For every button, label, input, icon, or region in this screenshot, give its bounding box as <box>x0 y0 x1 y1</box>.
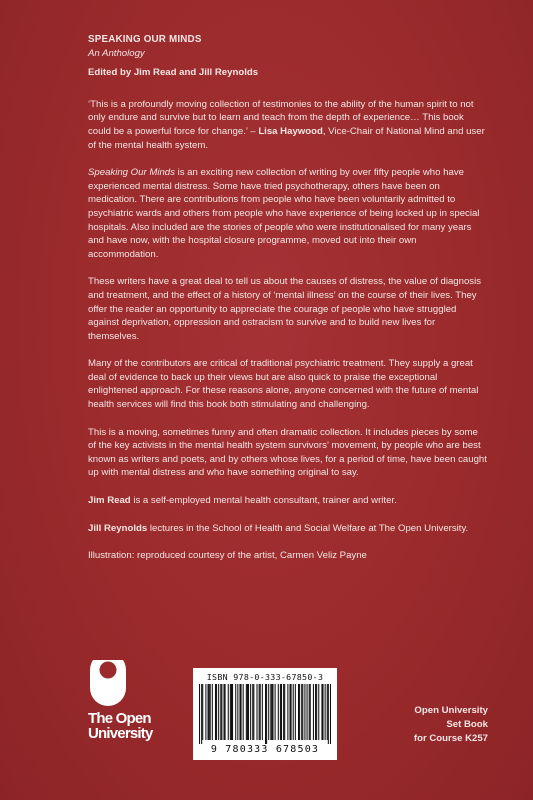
barcode-bar <box>281 684 282 740</box>
description-paragraph-3: Many of the contributors are critical of traditional psychiatric treatment. They supply a great deal of evidence to back up their views but are also quick to praise the exceptional enlightened approach. For these reasons alone, anyone concerned with the future of mental health services will find this book both stimulating and challenging. <box>88 358 479 411</box>
barcode-bar <box>216 684 217 740</box>
illustration-credit: Illustration: reproduced courtesy of the artist, Carmen Veliz Payne <box>88 550 367 562</box>
barcode-bar <box>275 684 276 740</box>
barcode-bar <box>284 684 285 740</box>
publisher-name-line1: The Open <box>88 710 151 727</box>
bio-jim-read <box>88 494 488 508</box>
barcode-bar <box>321 684 322 740</box>
open-university-shield-icon <box>88 660 128 708</box>
barcode-bar <box>248 684 249 740</box>
barcode-bar <box>298 684 299 740</box>
barcode-bar <box>237 684 238 740</box>
quote-author-role: , Vice-Chair of National Mind and user of the mental health system. <box>88 125 485 151</box>
barcode-bar <box>266 684 267 744</box>
barcode-bar <box>268 684 269 740</box>
barcode-bar <box>259 684 260 740</box>
barcode-bar <box>330 684 331 744</box>
barcode-bar <box>289 684 290 740</box>
set-book-note <box>414 704 488 746</box>
bio-jill-name: Jill Reynolds <box>88 522 148 534</box>
publisher-name-line2: University <box>88 725 153 742</box>
barcode-bar <box>209 684 210 740</box>
barcode-bar <box>283 684 284 740</box>
barcode-bar <box>231 684 232 740</box>
barcode-bar <box>291 684 292 740</box>
barcode-bar <box>322 684 323 740</box>
barcode-bar <box>220 684 221 740</box>
description-paragraph-4: This is a moving, sometimes funny and often dramatic collection. It includes pieces by some of the key activists in the mental health system survivors’ movement, by people who are best known as writers and poets, and by others whose lives, for a period of time, have been caught up with mental distress and who have something original to say. <box>88 426 487 479</box>
barcode-bar <box>228 684 229 740</box>
barcode-bar <box>199 684 200 744</box>
barcode-bar <box>318 684 319 740</box>
description-paragraph-2: These writers have a great deal to tell us about the causes of distress, the value of diagnosis and treatment, and the effect of a history of ‘mental illness’ on the course of their lives. They offer the reader an opportunity to appreciate the courage of people who have struggled against deprivation, oppression and ostracism to survive and to build new lives for themselves. <box>88 276 482 342</box>
isbn-label: ISBN 978-0-333-67850-3 <box>206 672 324 682</box>
barcode-bar <box>239 684 240 740</box>
book-title: SPEAKING OUR MINDS <box>88 34 202 45</box>
barcode-bar <box>241 684 242 740</box>
barcode-bar <box>265 684 266 744</box>
bio-jill-reynolds <box>88 522 488 536</box>
barcode-bar <box>208 684 209 740</box>
barcode-bar <box>223 684 224 740</box>
barcode-bar <box>230 684 231 740</box>
barcode-bar <box>221 684 222 740</box>
quote-text: ‘This is a profoundly moving collection of testimonies to the ability of the human spirit to not only endure and survive but to learn and teach from the depth of experience… This book could be a powerful force for change.’ – <box>88 98 474 137</box>
barcode-bar <box>250 684 251 740</box>
barcode-bar <box>253 684 254 740</box>
set-book-line1: Open University <box>414 705 488 716</box>
barcode-bar <box>327 684 328 740</box>
open-university-logo <box>88 660 168 746</box>
barcode-bar <box>247 684 248 740</box>
barcode-bar <box>201 684 202 744</box>
barcode-bar <box>218 684 219 740</box>
barcode-bar <box>243 684 244 740</box>
barcode-bar <box>325 684 326 740</box>
barcode-bar <box>315 684 316 740</box>
barcode-bar <box>295 684 296 740</box>
barcode-bar <box>287 684 288 740</box>
barcode-bar <box>316 684 317 740</box>
barcode-bar <box>310 684 311 740</box>
barcode-bar <box>256 684 257 740</box>
barcode-bars <box>199 684 331 744</box>
review-quote <box>88 98 488 152</box>
barcode-bar <box>210 684 211 740</box>
barcode-bar <box>307 684 308 740</box>
barcode-bar <box>270 684 271 740</box>
description-text-1: is an exciting new collection of writing by over fifty people who have experienced mental distress. Some have tried psychotherapy, others have been on medication. There are contributions from people who have been voluntarily admitted to psychiatric wards and others from people who have experience of being locked up in special hospitals. Also included are the stories of people who were institutionalised for many years and have now, with the hospital closure programme, moved out into their own accommodation. <box>88 167 480 260</box>
bio-jim-text: is a self-employed mental health consultant, trainer and writer. <box>130 495 397 507</box>
barcode-bar <box>215 684 216 740</box>
barcode-bar <box>246 684 247 740</box>
barcode-bar <box>202 684 203 740</box>
book-subtitle: An Anthology <box>88 47 145 59</box>
set-book-line2: Set Book <box>446 719 488 730</box>
bio-jill-text: lectures in the School of Health and Social Welfare at The Open University. <box>147 522 469 534</box>
barcode-bar <box>260 684 261 740</box>
barcode-bar <box>232 684 233 740</box>
barcode-bar <box>301 684 302 740</box>
barcode-bar <box>299 684 300 740</box>
publisher-name <box>88 711 153 741</box>
description-book-title: Speaking Our Minds <box>88 167 175 179</box>
barcode-bar <box>235 684 236 740</box>
barcode-bar <box>262 684 263 740</box>
barcode-bar <box>280 684 281 740</box>
barcode-bar <box>304 684 305 740</box>
quote-author: Lisa Haywood <box>258 125 323 137</box>
barcode-bar <box>212 684 213 740</box>
book-editors: Edited by Jim Read and Jill Reynolds <box>88 67 259 79</box>
barcode-digits: 9 780333 678503 <box>210 744 320 755</box>
cover-text <box>88 33 488 577</box>
barcode-bar <box>328 684 329 744</box>
barcode-bar <box>225 684 226 740</box>
isbn-barcode <box>193 668 337 760</box>
barcode-bar <box>313 684 314 740</box>
barcode-bar <box>272 684 273 740</box>
barcode-bar <box>252 684 253 740</box>
description-paragraph-1 <box>88 166 488 261</box>
barcode-bar <box>205 684 206 740</box>
bio-jim-name: Jim Read <box>88 495 131 507</box>
barcode-bar <box>278 684 279 740</box>
barcode-bar <box>302 684 303 740</box>
barcode-bar <box>293 684 294 740</box>
set-book-line3: for Course K257 <box>413 733 488 744</box>
barcode-bar <box>271 684 272 740</box>
barcode-bar <box>309 684 310 740</box>
